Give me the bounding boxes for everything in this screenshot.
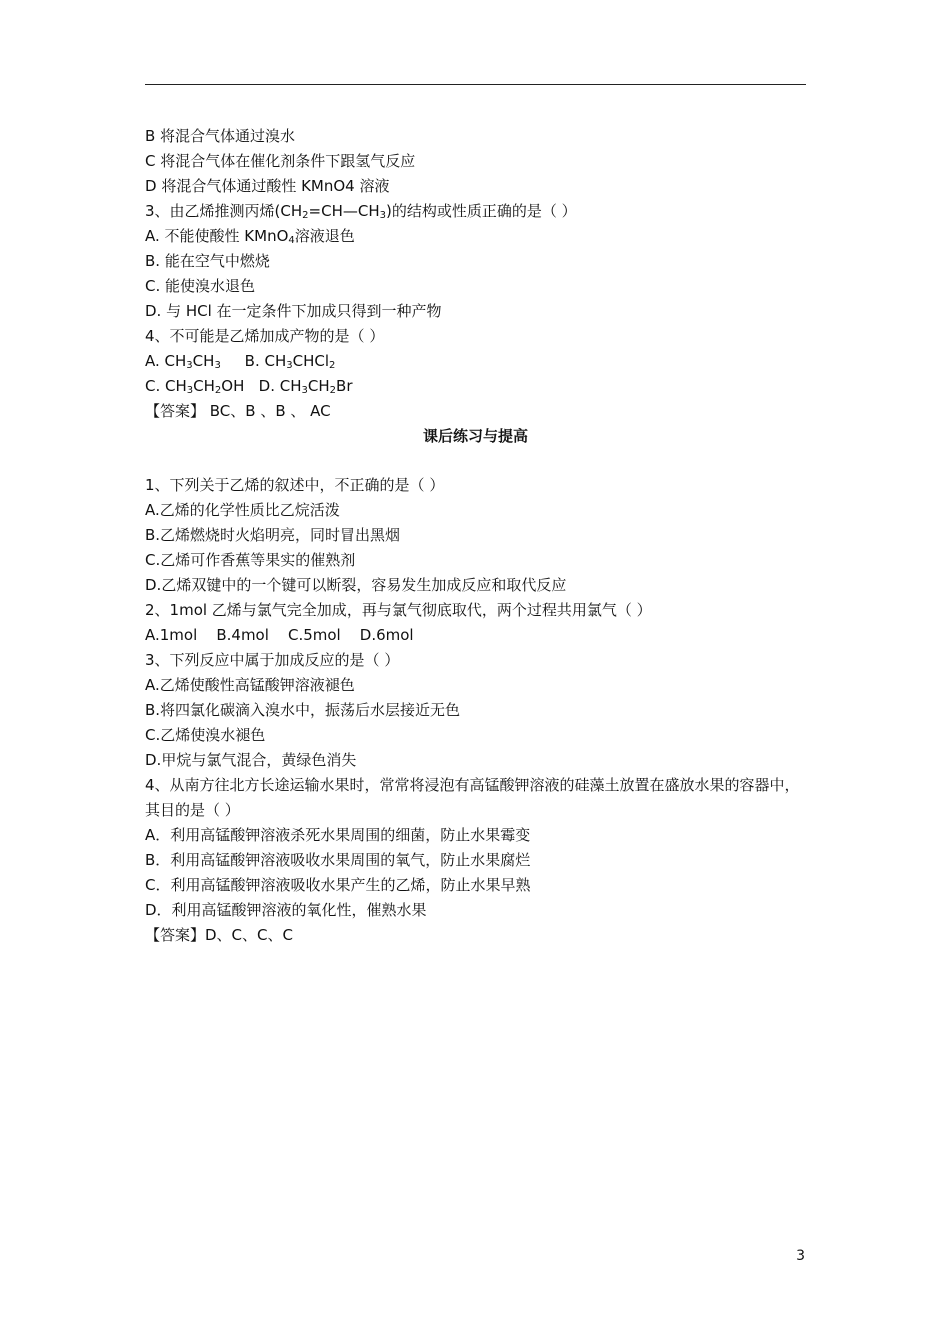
text-line: D．利用高锰酸钾溶液的氧化性，催熟水果 [145,901,427,919]
text-line: A.乙烯的化学性质比乙烷活泼 [145,501,340,519]
text-line: A．利用高锰酸钾溶液杀死水果周围的细菌，防止水果霉变 [145,826,531,844]
text-line: A.1mol B.4mol C.5mol D.6mol [145,626,414,644]
text-line: 1、下列关于乙烯的叙述中，不正确的是（ ） [145,476,445,494]
text-line: C.乙烯可作香蕉等果实的催熟剂 [145,551,356,569]
header-rule [145,84,806,85]
text-line: D.甲烷与氯气混合，黄绿色消失 [145,751,357,769]
question-4-long: 4、从南方往北方长途运输水果时，常常将浸泡有高锰酸钾溶液的硅藻土放置在盛放水果的容器中，其目的是（ ） [145,776,800,819]
text-line: C．利用高锰酸钾溶液吸收水果产生的乙烯，防止水果早熟 [145,876,531,894]
question-3: 3、由乙烯推测丙烯$(CH_2=CH—CH_3)$的结构或性质正确的是（ ） [145,202,577,221]
text-line: C. 能使溴水退色 [145,277,256,295]
page-number: 3 [796,1248,805,1264]
text-line: B．利用高锰酸钾溶液吸收水果周围的氧气，防止水果腐烂 [145,851,531,869]
document-body [145,124,806,948]
text-line: D 将混合气体通过酸性 KMnO4 溶液 [145,177,390,195]
section-title: 课后练习与提高 [422,427,528,445]
text-line: D.乙烯双键中的一个键可以断裂，容易发生加成反应和取代反应 [145,576,567,594]
text-line: D. 与 HCl 在一定条件下加成只得到一种产物 [145,302,442,320]
text-line: B. 能在空气中燃烧 [145,252,270,270]
text-line: B.将四氯化碳滴入溴水中，振荡后水层接近无色 [145,701,461,719]
text-line: C 将混合气体在催化剂条件下跟氢气反应 [145,152,416,170]
answer-line: 【答案】 BC、B 、B 、 AC [145,402,331,420]
text-line: C.乙烯使溴水褪色 [145,726,266,744]
text-line: B.乙烯燃烧时火焰明亮，同时冒出黑烟 [145,526,401,544]
text-line: 2、1mol 乙烯与氯气完全加成，再与氯气彻底取代，两个过程共用氯气（ ） [145,601,652,619]
text-line: B 将混合气体通过溴水 [145,127,296,145]
question-3-option-a: A. 不能使酸性 KMnO$_4$溶液退色 [145,227,355,246]
question-4-options-ab: A. $CH_3CH_3$ B. $CH_3CHCl_2$ [145,352,336,371]
text-line: 4、不可能是乙烯加成产物的是（ ） [145,327,385,345]
question-4-options-cd: C. $CH_3CH_2OH$ D. $CH_3CH_2Br$ [145,377,353,396]
text-line: 3、下列反应中属于加成反应的是（ ） [145,651,400,669]
answer-line: 【答案】D、C、C、C [145,926,293,944]
text-line: A.乙烯使酸性高锰酸钾溶液褪色 [145,676,355,694]
